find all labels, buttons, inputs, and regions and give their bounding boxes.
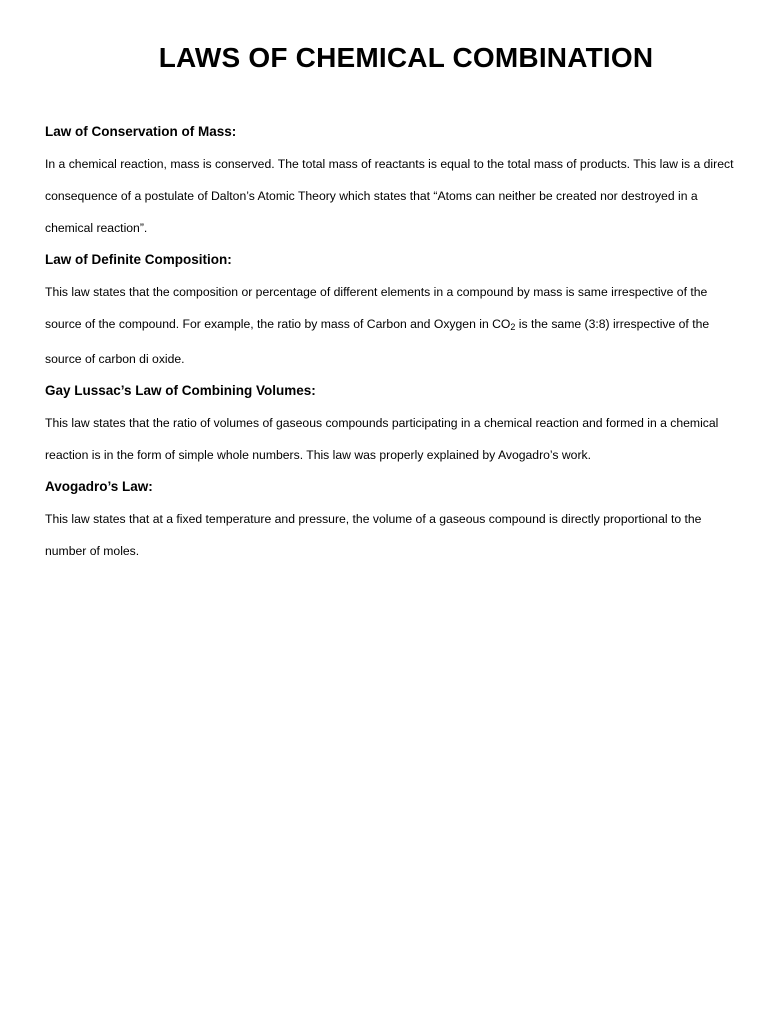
section-avogadros-law [45,475,735,567]
section-heading: Law of Definite Composition: [45,252,232,267]
section-body-text: is the same (3:8) irrespective of the source of carbon di oxide. [45,317,710,366]
section-conservation-of-mass [45,120,735,244]
section-body: This law states that the ratio of volumes of gaseous compounds participating in a chemical reaction and formed in a chemical reaction is in the form of simple whole numbers. This law was properly explained by Avogadro’s work. [45,416,719,462]
section-body: This law states that at a fixed temperature and pressure, the volume of a gaseous compound is directly proportional to the number of moles. [45,512,702,558]
section-body [45,276,735,375]
section-heading: Gay Lussac’s Law of Combining Volumes: [45,383,316,398]
page-title: LAWS OF CHEMICAL COMBINATION [158,42,654,73]
document-content [45,120,735,571]
section-heading: Law of Conservation of Mass: [45,124,237,139]
section-definite-composition [45,248,735,375]
section-body-text: This law states that the composition or percentage of different elements in a compound by mass is same irrespective of the source of the compound. For example, the ratio by mass of Carbon and Oxygen in CO [45,285,708,331]
subscript: 2 [510,322,516,332]
section-body: In a chemical reaction, mass is conserved. The total mass of reactants is equal to the total mass of products. This law is a direct consequence of a postulate of Dalton’s Atomic Theory which states that “Atoms can neither be created nor destroyed in a chemical reaction”. [45,157,734,235]
section-combining-volumes [45,379,735,471]
section-heading: Avogadro’s Law: [45,479,153,494]
